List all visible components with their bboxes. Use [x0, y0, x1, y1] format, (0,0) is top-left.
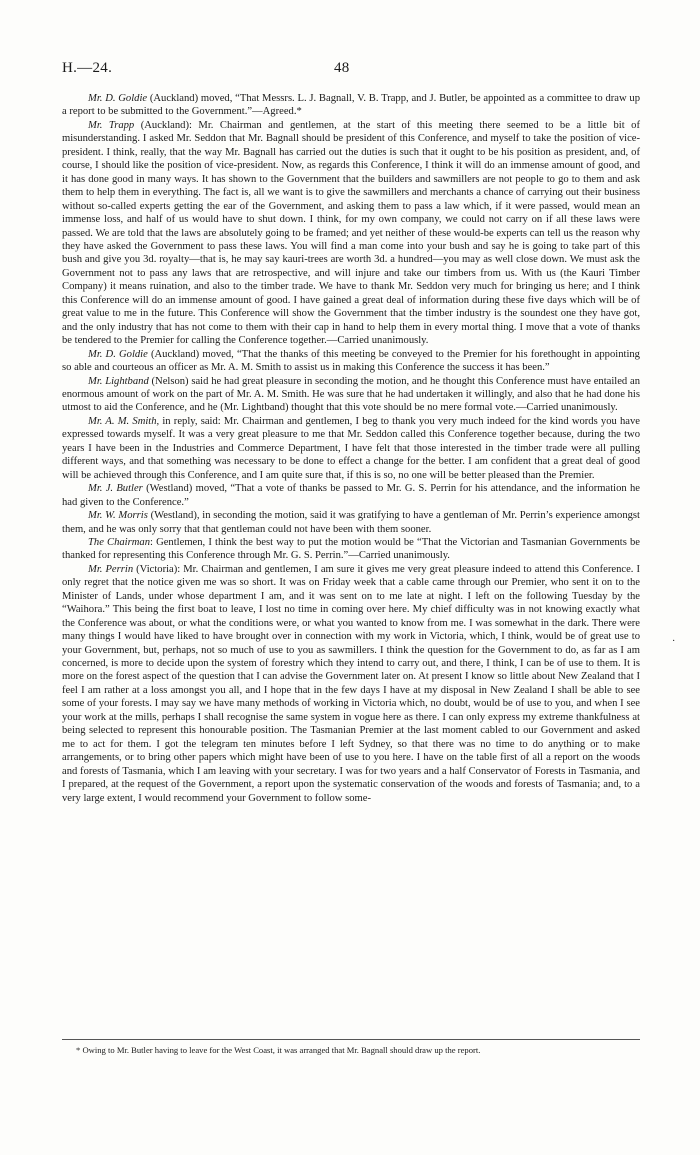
- paragraph-text: (Westland) moved, “That a vote of thanks be passed to Mr. G. S. Perrin for his attendance, and the information he had given to the Conference.”: [62, 483, 640, 508]
- document-body: [62, 92, 640, 805]
- paragraph: [62, 482, 640, 509]
- footnote-divider: [62, 1039, 640, 1040]
- scan-speck-mark: ·: [672, 636, 676, 647]
- paragraph: [62, 119, 640, 348]
- paragraph-text: (Victoria): Mr. Chairman and gentlemen, I am sure it gives me very great pleasure indeed to attend this Conference. I only regret that the notice given me was so short. It was on Friday week that a cable came through our Premier, who sent it on to the Minister of Lands, under whose department I am, and it was sent on to me late at night. I left on the following Tuesday by the “Waihora.” This being the first boat to leave, I lost no time in coming over here. My chief difficulty was in not knowing exactly what the Conference was about, or what the conditions were, or what you wanted to know from me. I was somewhat in the dark. There were many things I would have liked to have brought over in connection with my work in Victoria, which, I think, would be of great use to your Government, but, perhaps, not so much of use to you as sawmillers. I think the question for the Government to do, as far as I am concerned, is more to decide upon the system of forestry which they intend to carry out, and there, I think, I can be of use to them. It is more on the forest aspect of the question that I can advise the Government later on. At present I know so little about New Zealand that I feel I am rather at a loss amongst you all, and I hope that in the few days I have at my disposal in New Zealand I shall be able to see some of your forests. I may say we have many methods of working in Victoria which, no doubt, would be of use to you, and when I see your work at the mills, perhaps I shall recognise the same system in vogue here as there. I can only express my extreme thankfulness at being selected to represent this honourable position. The Tasmanian Premier at the last moment cabled to our Government and asked me to act for them. I got the telegram ten minutes before I left Sydney, so that there was no time to do anything or to make arrangements, or to bring other papers which might have been of use to you here. I have on the table first of all a report on the woods and forests of Tasmania, which I am leaving with your secretary. I was for two years and a half Conservator of Forests in Tasmania, and I prepared, at the request of the Government, a report upon the systematic conservation of the woods and forests of Tasmania; and, to a very large extent, I would recommend your Government to follow some-: [62, 563, 640, 804]
- paragraph: [62, 563, 640, 805]
- speaker-name: Mr. Trapp: [88, 119, 135, 131]
- speaker-name: The Chairman: [88, 536, 150, 548]
- speaker-name: Mr. Perrin: [88, 563, 134, 575]
- footnote: * Owing to Mr. Butler having to leave for the West Coast, it was arranged that Mr. Bagnall should draw up the report.: [76, 1045, 481, 1055]
- paragraph-text: (Westland), in seconding the motion, said it was gratifying to have a gentleman of Mr. Perrin’s experience amongst them, and he was only sorry that that gentleman could not have been with them sooner.: [62, 510, 640, 535]
- speaker-name: Mr. Lightband: [88, 375, 149, 387]
- paragraph-text: (Auckland) moved, “That Messrs. L. J. Bagnall, V. B. Trapp, and J. Butler, be appointed as a committee to draw up a report to be submitted to the Government.”—Agreed.*: [62, 93, 640, 118]
- paragraph: [62, 375, 640, 415]
- paragraph: [62, 348, 640, 375]
- paragraph: [62, 536, 640, 563]
- paragraph-text: (Nelson) said he had great pleasure in seconding the motion, and he thought this Conference must have entailed an enormous amount of work on the part of Mr. A. M. Smith. He was sure that he had undertaken it willingly, and also that he had done his utmost to aid the Conference, and he (Mr. Lightband) thought that this vote should be no mere formal vote.—Carried unanimously.: [62, 375, 640, 414]
- paragraph-text: : Gentlemen, I think the best way to put the motion would be “That the Victorian and Tasmanian Governments be thanked for representing this Conference through Mr. G. S. Perrin.”—Carried unanimously.: [62, 536, 640, 562]
- page-number: 48: [334, 60, 350, 76]
- paragraph: [62, 92, 640, 119]
- speaker-name: Mr. D. Goldie: [88, 93, 148, 104]
- report-reference: H.—24.: [62, 60, 113, 76]
- speaker-name: Mr. D. Goldie: [88, 348, 148, 360]
- speaker-name: Mr. A. M. Smith,: [88, 415, 160, 427]
- paragraph-text: (Auckland): Mr. Chairman and gentlemen, at the start of this meeting there seemed to be a little bit of misunderstanding. I asked Mr. Seddon that Mr. Bagnall should be president of this Conference, and myself to take the position of vice-president. I think, really, that the way Mr. Bagnall has carried out the duties is such that it ought to be his position as president, and, of course, I should like the position of vice-president. Now, as regards this Conference, I think it will do an immense amount of good, and it has done good in many ways. It has shown to the Government that the builders and sawmillers are not people to go to them and ask them to help them in everything. The fact is, all we want is to give the sawmillers and merchants a chance of carrying out their business without so-called experts getting the ear of the Government, and asking them to pass a law which, if it were passed, would mean an immense loss, and half of us would have to shut down. I think, for my own company, we could not carry on if all these laws were passed. We are told that the laws are absolutely going to be framed; and yet neither of these would-be experts can tell us the reason why they have asked the Government to pass these laws. You will find a man come into your bush and say he is going to take part of this bush and give you 3d. royalty—that is, he may say kauri-trees are worth 3d. a hundred—you may as well close down. We must ask the Government not to pass any laws that are retrospective, and will injure and take our timbers from us. With us (the Kauri Timber Company) it means ruination, and also to the timber trade. We have to thank Mr. Seddon very much for bringing us here; and I think this Conference will do an immense amount of good. I have gained a great deal of information during these five days which will be of great value to me in the future. This Conference will show the Government that the timber industry is the soundest one they have got, and the only industry that has not come to them with their cap in hand to help them in every mortal thing. I move that a vote of thanks be tendered to the Premier for calling the Conference together.—Carried unanimously.: [62, 119, 640, 347]
- paragraph-text: (Auckland) moved, “That the thanks of this meeting be conveyed to the Premier for his forethought in appointing so able and courteous an officer as Mr. A. M. Smith to assist us in making this Conference the success it has been.”: [62, 348, 640, 374]
- speaker-name: Mr. J. Butler: [88, 483, 143, 495]
- paragraph-text: in reply, said: Mr. Chairman and gentlemen, I beg to thank you very much indeed for the kind words you have expressed towards myself. It was a very great pleasure to me that Mr. Seddon called this Conference together because, during the two years I have been in the Industries and Commerce Department, I have felt that those interested in the timber trade were all pulling different ways, and that something was necessary to be done to effect a change for the better. I am confident that a great deal of good will be achieved through this Conference, and I am quite sure that, if this is so, no one will be better pleased than the Premier.: [62, 415, 640, 481]
- paragraph: [62, 415, 640, 482]
- speaker-name: Mr. W. Morris: [88, 510, 148, 522]
- paragraph: [62, 509, 640, 536]
